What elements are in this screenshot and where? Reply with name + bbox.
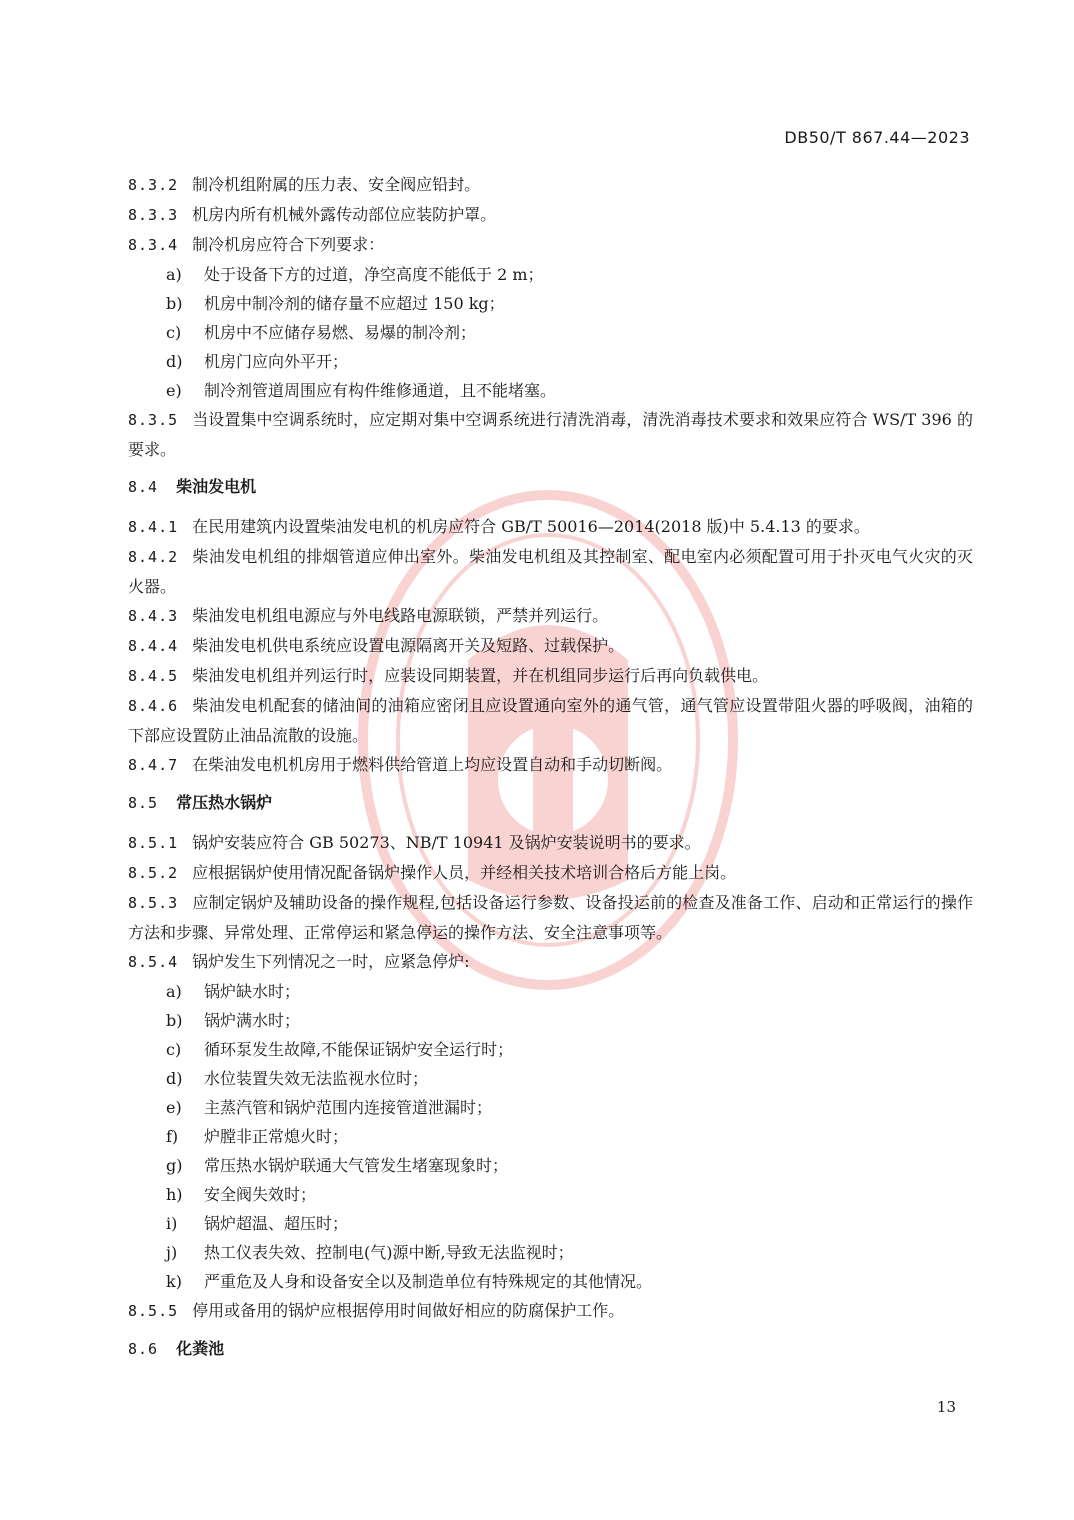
list-item-text: 处于设备下方的过道，净空高度不能低于 2 m； [204,265,544,284]
clause-text: 柴油发电机组并列运行时，应装设同期装置，并在机组同步运行后再向负载供电。 [192,666,769,685]
list-item [166,376,973,405]
section-title: 化粪池 [176,1339,225,1358]
clause-number: 8.5.2 [128,864,179,882]
document-code-header: DB50/T 867.44—2023 [784,128,970,147]
list-item-label: i) [166,1214,178,1233]
clause-paragraph [128,542,973,601]
clause-number: 8.4.2 [128,548,179,566]
list-item-text: 水位装置失效无法监视水位时； [204,1069,429,1088]
clause-number: 8.4.5 [128,667,179,685]
clause-paragraph [128,170,973,200]
list-item-text: 锅炉满水时； [204,1011,301,1030]
list-item [166,347,973,376]
list-item-label: k) [166,1272,182,1291]
list-item-text: 安全阀失效时； [204,1185,317,1204]
clause-paragraph [128,828,973,858]
clause-text: 柴油发电机供电系统应设置电源隔离开关及短路、过载保护。 [192,636,625,655]
list-item-label: a) [166,265,182,284]
clause-text: 锅炉安装应符合 GB 50273、NB/T 10941 及锅炉安装说明书的要求。 [192,833,701,852]
clause-text: 柴油发电机配套的储油间的油箱应密闭且应设置通向室外的通气管，通气管应设置带阻火器的呼吸阀，油箱的下部应设置防止油品流散的设施。 [128,696,973,745]
list-item-text: 常压热水锅炉联通大气管发生堵塞现象时； [204,1156,509,1175]
list-item [166,1267,973,1296]
clause-number: 8.5.5 [128,1302,179,1320]
clause-number: 8.5.4 [128,953,179,971]
list-item-label: a) [166,982,182,1001]
document-body [128,170,973,1374]
clause-paragraph [128,858,973,888]
clause-number: 8.3.3 [128,206,179,224]
clause-number: 8.4.6 [128,697,179,715]
list-item [166,1093,973,1122]
section-title: 常压热水锅炉 [176,793,273,812]
list-item-label: b) [166,1011,183,1030]
list-item-label: g) [166,1156,183,1175]
clause-text: 停用或备用的锅炉应根据停用时间做好相应的防腐保护工作。 [192,1301,625,1320]
section-number: 8.5 [128,794,159,812]
list-item-text: 制冷剂管道周围应有构件维修通道，且不能堵塞。 [204,381,557,400]
list-item-text: 炉膛非正常熄火时； [204,1127,349,1146]
clause-text: 应制定锅炉及辅助设备的操作规程,包括设备运行参数、设备投运前的检查及准备工作、启动和正常运行的操作方法和步骤、异常处理、正常停运和紧急停运的操作方法、安全注意事项等。 [128,893,973,942]
list-item-label: c) [166,1040,182,1059]
list-item-text: 锅炉超温、超压时； [204,1214,349,1233]
list-item [166,1122,973,1151]
section-heading [128,1334,973,1364]
list-item [166,1064,973,1093]
clause-text: 柴油发电机组的排烟管道应伸出室外。柴油发电机组及其控制室、配电室内必须配置可用于扑灭电气火灾的灭火器。 [128,547,973,596]
clause-text: 机房内所有机械外露传动部位应装防护罩。 [192,205,497,224]
section-number: 8.4 [128,478,159,496]
list-item-text: 主蒸汽管和锅炉范围内连接管道泄漏时； [204,1098,493,1117]
list-item-label: f) [166,1127,179,1146]
list-item [166,1209,973,1238]
list-item [166,289,973,318]
clause-paragraph [128,601,973,631]
list-item-text: 循环泵发生故障,不能保证锅炉安全运行时； [204,1040,514,1059]
clause-paragraph [128,631,973,661]
clause-text: 在民用建筑内设置柴油发电机的机房应符合 GB/T 50016—2014(2018 版)中 5.4.13 的要求。 [192,517,870,536]
clause-paragraph [128,230,973,260]
clause-number: 8.4.1 [128,518,179,536]
page-number: 13 [936,1398,956,1416]
list-item-label: b) [166,294,183,313]
list-item-label: j) [166,1243,178,1262]
list-item-label: d) [166,352,183,371]
list-item-label: e) [166,381,182,400]
clause-number: 8.4.3 [128,607,179,625]
clause-number: 8.3.2 [128,176,179,194]
section-title: 柴油发电机 [176,477,257,496]
clause-text: 柴油发电机组电源应与外电线路电源联锁，严禁并列运行。 [192,606,609,625]
clause-paragraph [128,691,973,750]
clause-paragraph [128,1296,973,1326]
clause-paragraph [128,200,973,230]
list-item [166,260,973,289]
clause-number: 8.4.7 [128,756,179,774]
clause-text: 当设置集中空调系统时，应定期对集中空调系统进行清洗消毒，清洗消毒技术要求和效果应符合 WS/T 396 的要求。 [128,410,973,459]
clause-paragraph [128,750,973,780]
clause-number: 8.3.4 [128,236,179,254]
list-item-text: 热工仪表失效、控制电(气)源中断,导致无法监视时； [204,1243,574,1262]
clause-number: 8.3.5 [128,411,179,429]
clause-paragraph [128,661,973,691]
clause-paragraph [128,947,973,977]
clause-text: 制冷机组附属的压力表、安全阀应铅封。 [192,175,481,194]
list-item [166,1238,973,1267]
list-item-label: d) [166,1069,183,1088]
list-item-label: c) [166,323,182,342]
list-item [166,1151,973,1180]
clause-paragraph [128,512,973,542]
section-heading [128,472,973,502]
clause-text: 应根据锅炉使用情况配备锅炉操作人员，并经相关技术培训合格后方能上岗。 [192,863,737,882]
list-item-text: 机房门应向外平开； [204,352,349,371]
clause-number: 8.5.1 [128,834,179,852]
clause-paragraph [128,405,973,464]
list-item-text: 机房中不应储存易燃、易爆的制冷剂； [204,323,477,342]
list-item-text: 机房中制冷剂的储存量不应超过 150 kg； [204,294,505,313]
clause-text: 锅炉发生下列情况之一时，应紧急停炉: [192,952,470,971]
list-item [166,1035,973,1064]
list-item-label: e) [166,1098,182,1117]
list-item [166,1180,973,1209]
list-item-text: 锅炉缺水时； [204,982,301,1001]
list-item-text: 严重危及人身和设备安全以及制造单位有特殊规定的其他情况。 [204,1272,653,1291]
list-item-label: h) [166,1185,183,1204]
clause-text: 制冷机房应符合下列要求： [192,235,385,254]
section-heading [128,788,973,818]
list-item [166,1006,973,1035]
list-item [166,977,973,1006]
clause-paragraph [128,888,973,947]
section-number: 8.6 [128,1340,159,1358]
list-item [166,318,973,347]
clause-number: 8.4.4 [128,637,179,655]
clause-number: 8.5.3 [128,894,179,912]
clause-text: 在柴油发电机机房用于燃料供给管道上均应设置自动和手动切断阀。 [192,755,673,774]
